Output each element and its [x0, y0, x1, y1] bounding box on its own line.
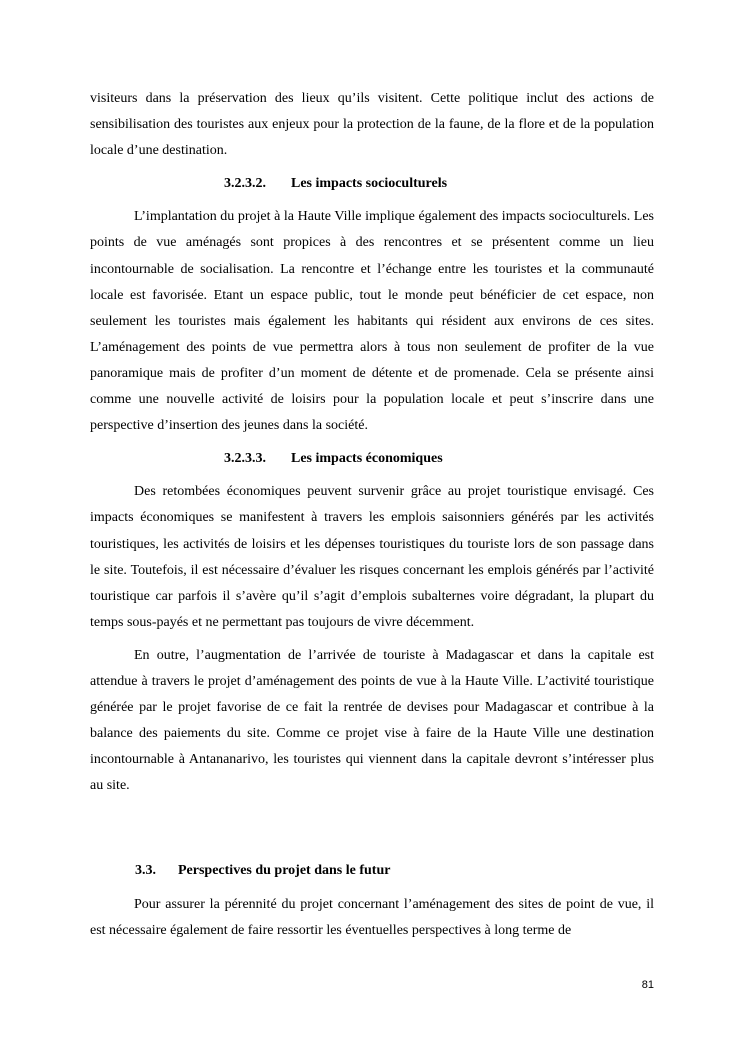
heading-perspectives — [90, 858, 654, 884]
document-page — [90, 86, 654, 944]
heading-number: 3.2.3.3. — [224, 451, 266, 467]
heading-title: Perspectives du projet dans le futur — [178, 863, 391, 879]
page-number: 81 — [641, 979, 654, 991]
heading-impacts-socioculturels — [90, 171, 654, 197]
heading-number: 3.2.3.2. — [224, 176, 266, 192]
paragraph-economiques: Des retombées économiques peuvent survenir grâce au projet touristique envisagé. Ces impacts économiques se manifestent à travers les emplois saisonniers générés par les activités touristiques, les activités de loisirs et les dépenses touristiques du touriste lors de son passage dans le site. Toutefois, il est nécessaire d’évaluer les risques concernant les emplois générés par l’activité touristique car parfois il s’avère qu’il s’agit d’emplois subalternes voire dégradant, la plupart du temps sous-payés et ne permettant pas toujours de vivre décemment. — [90, 484, 654, 630]
heading-number: 3.3. — [135, 863, 156, 879]
paragraph-perspectives: Pour assurer la pérennité du projet concernant l’aménagement des sites de point de vue, il est nécessaire également de faire ressortir les éventuelles perspectives à long terme de — [90, 896, 654, 938]
paragraph-socioculturels: L’implantation du projet à la Haute Ville implique également des impacts socioculturels. Les points de vue aménagés sont propices à des rencontres et se présentent comme un lieu incontournable de socialisation. La rencontre et l’échange entre les touristes et la communauté locale est favorisée. Etant un espace public, tout le monde peut bénéficier de cet espace, non seulement les touristes mais également les habitants qui résident aux environs de ces sites. L’aménagement des points de vue permettra alors à tous non seulement de profiter de la vue panoramique mais de profiter d’un moment de détente et de promenade. Cela se présente ainsi comme une nouvelle activité de loisirs pour la population locale et peut s’inscrire dans une perspective d’insertion des jeunes dans la société. — [90, 209, 654, 434]
paragraph-continuation: visiteurs dans la préservation des lieux qu’ils visitent. Cette politique inclut des actions de sensibilisation des touristes aux enjeux pour la protection de la faune, de la flore et de la population locale d’une destination. — [90, 91, 654, 159]
heading-impacts-economiques — [90, 446, 654, 472]
paragraph-madagascar: En outre, l’augmentation de l’arrivée de touriste à Madagascar et dans la capitale est attendue à travers le projet d’aménagement des points de vue à la Haute Ville. L’activité touristique générée par le projet favorise de ce fait la rentrée de devises pour Madagascar et contribue à la balance des paiements du site. Comme ce projet vise à faire de la Haute Ville une destination incontournable à Antananarivo, les touristes qui viennent dans la capitale devront s’intéresser plus au site. — [90, 647, 654, 794]
heading-title: Les impacts socioculturels — [291, 176, 448, 192]
heading-title: Les impacts économiques — [291, 451, 443, 467]
